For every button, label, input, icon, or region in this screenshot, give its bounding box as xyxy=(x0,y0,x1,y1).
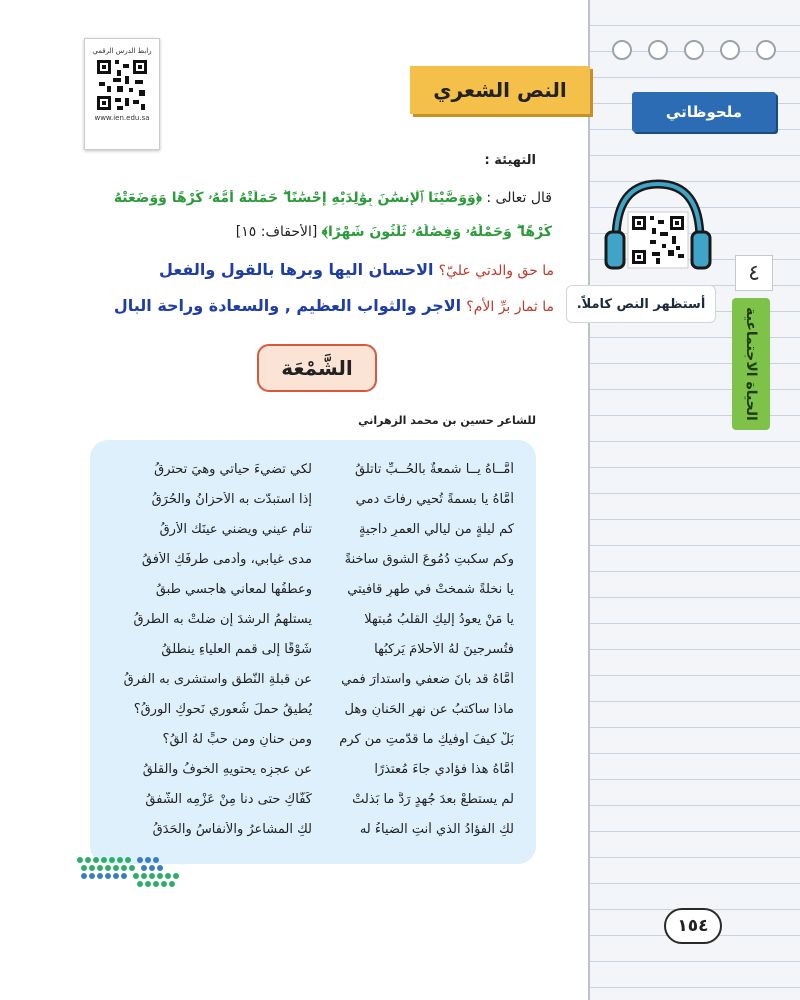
memorize-tip: أستظهر النص كاملاً. xyxy=(566,285,716,323)
prep-heading: التهيئة : xyxy=(484,153,536,168)
verse-second-half: يُطيقُ حملَ شُعوري نَحوكِ الورقُ؟ xyxy=(133,702,312,717)
section-title-text: النص الشعري xyxy=(433,78,567,102)
verse-second-half: يستلهمُ الرشدَ إن ضلّتْ به الطرقُ xyxy=(133,612,312,627)
verse-first-half: أُمَّاهُ قد بانَ ضعفي واستدارَ فمي xyxy=(341,672,514,687)
verse-second-half: لكِ المشاعرُ والأنفاسُ والحَدَقُ xyxy=(152,822,312,837)
verse-first-half: يا نخلةً شمختْ في طهرِ قافيتي xyxy=(347,582,514,597)
qa-item xyxy=(60,296,554,315)
verse-quote: كُرْهًا ۖ وَحَمْلُهُۥ وَفِصَٰلُهُۥ ثَلَٰثُونَ شَهْرًا﴾ xyxy=(321,224,552,240)
verse-second-half: عن عجزِه يحتويهِ الخوفُ والقلقُ xyxy=(142,762,312,777)
binder-ring xyxy=(720,40,740,60)
chapter-number: ٤ xyxy=(735,255,773,291)
poem-verse xyxy=(90,702,536,734)
binder-ring xyxy=(612,40,632,60)
verse-second-half: تنام عيني ويضني عينَك الأرقُ xyxy=(159,522,312,537)
qr-url[interactable]: www.ien.edu.sa xyxy=(94,114,150,122)
notes-strip xyxy=(588,0,800,1000)
verse-first-half: لم يستطعْ بعدَ جُهدٍ رَدَّ ما بَذلتْ xyxy=(352,792,514,807)
quran-verse-line xyxy=(70,224,552,240)
poem-verse xyxy=(90,762,536,794)
poem-verse xyxy=(90,672,536,704)
verse-second-half: شَوْقًا إلى قممِ العلياءِ ينطلقُ xyxy=(161,642,312,657)
verse-second-half: إذا استبدّت به الأحزانُ والحُرَقُ xyxy=(151,492,312,507)
verse-first-half: أُمَّاهُ يا بسمةً تُحيي رفاتَ دمي xyxy=(355,492,514,507)
verse-reference: [الأحقاف: ١٥] xyxy=(235,224,318,240)
qr-caption: رابط الدرس الرقمي xyxy=(92,47,152,55)
binder-ring xyxy=(756,40,776,60)
verse-second-half: ومن حنانٍ ومن حبٍّ لهُ ألقُ؟ xyxy=(162,732,312,747)
poet-name: للشاعر حسين بن محمد الزهراني xyxy=(358,414,536,427)
poem-verse xyxy=(90,732,536,764)
verse-second-half: وعطفُها لمعاني هاجسي طبقُ xyxy=(155,582,312,597)
verse-first-half: لكِ الفؤادُ الذي أنتِ الضياءُ له xyxy=(359,822,514,837)
verse-first-half: يا مَنْ يعودُ إليكِ القلبُ مُبتهلًا xyxy=(364,612,514,627)
verse-first-half: أُمَّــاهُ يــا شمعةٌ بالحُــبِّ تأتلقُ xyxy=(355,462,514,477)
qa-question: ما حق والدتي عليّ؟ xyxy=(438,263,554,279)
poem-verse xyxy=(90,642,536,674)
verse-first-half: أُمَّاهُ هذا فؤادي جاءَ مُعتذرًا xyxy=(374,762,514,777)
verse-first-half: ماذا سأكتبُ عن نهرِ الحَنانِ وهل xyxy=(344,702,514,717)
qa-item xyxy=(60,260,554,279)
headphone-qr-icon[interactable] xyxy=(602,170,714,280)
verse-first-half: كم ليلةٍ من ليالي العمرِ داجيةٍ xyxy=(358,522,514,537)
notes-label: ملحوظاتي xyxy=(632,92,776,132)
qa-answer: الاجر والثواب العظيم , والسعادة وراحة البال xyxy=(113,296,462,315)
section-title xyxy=(410,66,590,114)
verse-second-half: عن قبلةِ النّطقِ واستشرى به الفرقُ xyxy=(123,672,312,687)
vision-2030-logo-icon xyxy=(74,850,184,894)
verse-first-half: بَلْ كيفَ أُوفيكِ ما قدّمتِ من كرمٍ xyxy=(339,732,514,747)
poem-verse xyxy=(90,462,536,494)
verse-second-half: لكي تضيءَ حياتي وهيَ تحترقُ xyxy=(154,462,312,477)
verse-second-half: كَفَّاكِ حتى دنا مِنْ عَزْمِه الشّفقُ xyxy=(145,792,312,807)
verse-first-half: فتُسرجينَ لهُ الأحلامَ يَركبُها xyxy=(374,642,514,657)
poem-verse xyxy=(90,492,536,524)
poem-verse xyxy=(90,612,536,644)
unit-label: الحياة الاجتماعية xyxy=(743,307,760,421)
verse-quote: ﴿وَوَصَّيْنَا ٱلْإِنسَٰنَ بِوَٰلِدَيْهِ إِحْسَٰنًا ۖ حَمَلَتْهُ أُمُّهُۥ كُرْهًا وَوَضَعَتْهُ xyxy=(113,190,482,206)
digital-lesson-qr[interactable] xyxy=(84,38,160,150)
verse-first-half: وكم سكبتِ دُمُوعَ الشوقِ ساخنةً xyxy=(344,552,514,567)
qr-code-icon xyxy=(95,58,149,112)
poem-verse xyxy=(90,582,536,614)
qa-question: ما ثمار برِّ الأم؟ xyxy=(466,299,554,315)
poem-box xyxy=(90,440,536,864)
page-number: ١٥٤ xyxy=(664,908,722,944)
poem-title: الشَّمْعَة xyxy=(257,344,377,392)
poem-verse xyxy=(90,552,536,584)
qa-answer: الاحسان اليها وبرها بالقول والفعل xyxy=(159,260,434,279)
verse-second-half: مدى غيابي، وأدمى طرفَكِ الأفقُ xyxy=(141,552,312,567)
verse-lead: قال تعالى : xyxy=(486,190,552,206)
binder-ring xyxy=(684,40,704,60)
poem-verse xyxy=(90,522,536,554)
unit-tab xyxy=(732,298,770,430)
poem-verse xyxy=(90,792,536,824)
quran-verse-line xyxy=(70,190,552,206)
binder-ring xyxy=(648,40,668,60)
